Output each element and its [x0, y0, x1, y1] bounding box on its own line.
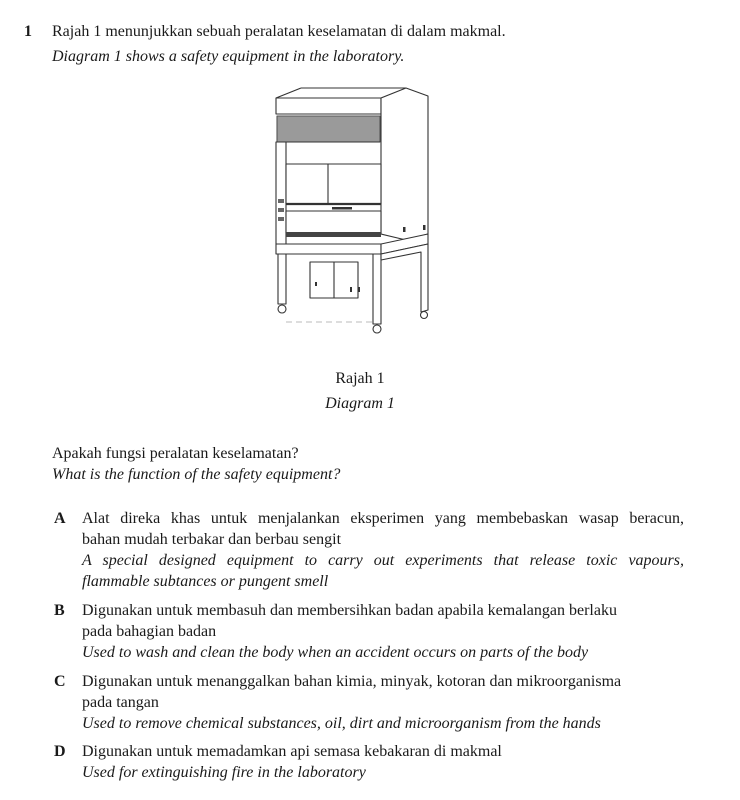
- question-number: 1: [24, 23, 32, 40]
- fume-hood-illustration: [266, 84, 442, 346]
- option-b-ms-line2: pada bahagian badan: [82, 623, 217, 640]
- option-c-en-line1: Used to remove chemical substances, oil, dirt and microorganism from the hands: [82, 715, 601, 732]
- option-c-ms-line1: Digunakan untuk menanggalkan bahan kimia, minyak, kotoran dan mikroorganisma: [82, 673, 622, 690]
- prompt-ms: Apakah fungsi peralatan keselamatan?: [52, 445, 299, 462]
- option-a-ms-line1: Alat direka khas untuk menjalankan eksperimen yang membebaskan wasap beracun,: [82, 510, 684, 527]
- option-d-en-line1: Used for extinguishing fire in the laboratory: [82, 764, 366, 781]
- option-c-ms-line2: pada tangan: [82, 694, 159, 711]
- option-b-letter: B: [54, 602, 65, 619]
- option-a-en-line1: A special designed equipment to carry out experiments that release toxic vapours,: [82, 552, 684, 569]
- question-stem-en: Diagram 1 shows a safety equipment in the laboratory.: [52, 48, 405, 65]
- option-d-letter: D: [54, 743, 66, 760]
- option-b-ms-line1: Digunakan untuk membasuh dan membersihkan badan apabila kemalangan berlaku: [82, 602, 617, 619]
- option-a-en-line2: flammable subtances or pungent smell: [82, 573, 329, 590]
- prompt-en: What is the function of the safety equipment?: [52, 466, 341, 483]
- option-b-en-line1: Used to wash and clean the body when an accident occurs on parts of the body: [82, 644, 589, 661]
- option-a-letter: A: [54, 510, 66, 527]
- option-d-ms-line1: Digunakan untuk memadamkan api semasa kebakaran di makmal: [82, 743, 502, 760]
- figure-caption-en: Diagram 1: [325, 395, 395, 412]
- option-a-ms-line2: bahan mudah terbakar dan berbau sengit: [82, 531, 342, 548]
- figure-caption-ms: Rajah 1: [335, 370, 385, 387]
- question-stem-ms: Rajah 1 menunjukkan sebuah peralatan keselamatan di dalam makmal.: [52, 23, 506, 40]
- option-c-letter: C: [54, 673, 66, 690]
